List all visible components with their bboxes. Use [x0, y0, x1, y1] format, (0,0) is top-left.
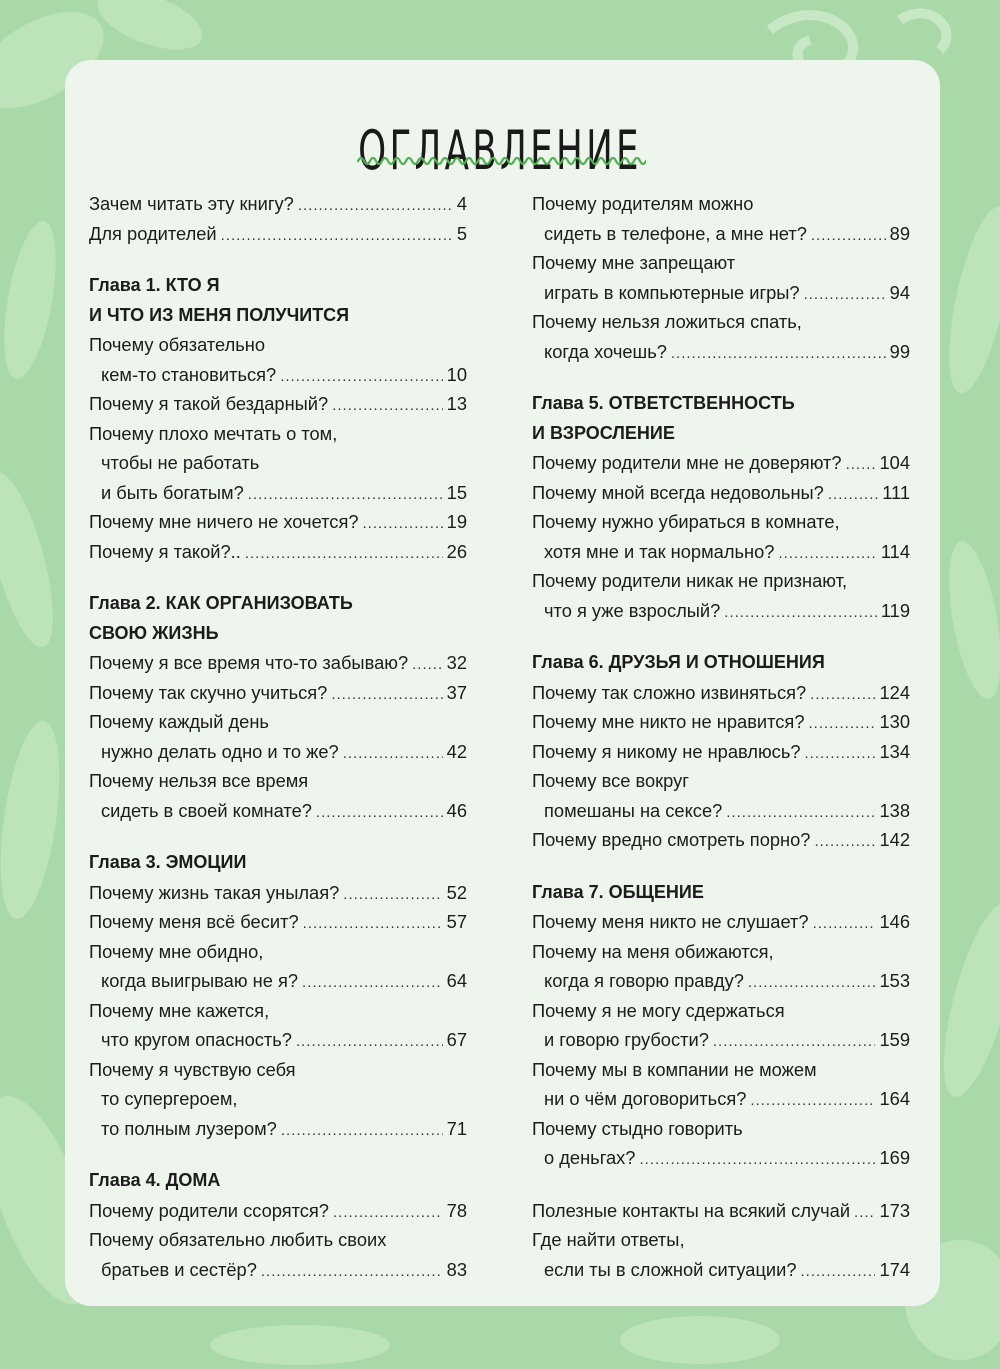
page-number: 169: [879, 1147, 910, 1168]
page-number: 52: [446, 881, 467, 903]
page-number: 83: [446, 1258, 467, 1280]
chapter-title: Глава 7. ОБЩЕНИЕ: [532, 881, 704, 902]
toc-entry-line: [89, 1114, 467, 1144]
toc-entry-line: [532, 1196, 910, 1226]
page-number: 146: [879, 911, 910, 932]
entry-title: Почему я никому не нравлюсь?: [532, 740, 801, 762]
entry-title: Почему каждый день: [89, 711, 269, 732]
chapter-heading: [532, 878, 910, 908]
dot-leader: [726, 798, 875, 828]
chapter-title: Глава 1. КТО Я: [89, 275, 220, 295]
toc-entry-line: [89, 737, 467, 767]
chapter-title: СВОЮ ЖИЗНЬ: [89, 622, 219, 643]
toc-entry-line: [532, 737, 910, 767]
page-number: 114: [880, 540, 910, 562]
dot-leader: [302, 968, 443, 998]
page-number: 10: [446, 363, 467, 385]
entry-title: Для родителей: [89, 222, 217, 244]
toc-column-right: [532, 189, 910, 1284]
page-number: 78: [446, 1199, 467, 1221]
toc-entry-line: [532, 707, 910, 737]
entry-title: Почему мы в компании не можем: [532, 1058, 817, 1080]
entry-title: Почему я все время что-то забываю?: [89, 652, 409, 673]
chapter-heading: [89, 848, 467, 878]
toc-entry-line: [89, 678, 467, 708]
entry-title: и говорю грубости?: [544, 1029, 709, 1050]
toc-entry-line: [89, 648, 467, 678]
dot-leader: [804, 280, 886, 310]
entry-title: Почему жизнь такая унылая?: [89, 881, 340, 903]
page-number: 130: [879, 711, 910, 732]
wave-divider: [356, 153, 646, 169]
chapter-title: Глава 6. ДРУЗЬЯ И ОТНОШЕНИЯ: [532, 652, 825, 672]
entry-title: Почему на меня обижаются,: [532, 940, 774, 962]
entry-title: Почему плохо мечтать о том,: [89, 422, 338, 444]
dot-leader: [316, 798, 443, 828]
page-number: 164: [879, 1088, 910, 1109]
toc-entry-line: [89, 537, 467, 567]
dot-leader: [639, 1145, 875, 1175]
dot-leader: [748, 968, 876, 998]
toc-entry-line: [532, 996, 910, 1026]
page-number: 142: [879, 829, 910, 850]
dot-leader: [750, 1086, 875, 1116]
dot-leader: [805, 739, 876, 769]
dot-leader: [671, 339, 886, 369]
toc-entry-line: [532, 189, 910, 219]
chapter-heading: [532, 419, 910, 449]
dot-leader: [801, 1257, 876, 1287]
toc-entry-line: [532, 566, 910, 596]
chapter-title: Глава 4. ДОМА: [89, 1170, 221, 1190]
entry-title: помешаны на сексе?: [544, 799, 723, 821]
chapter-heading: [532, 389, 910, 419]
dot-leader: [281, 1116, 443, 1146]
toc-entry-line: [532, 307, 910, 337]
page-number: 124: [879, 681, 910, 703]
entry-title: Почему я такой?..: [89, 540, 241, 562]
page-number: 4: [456, 193, 467, 214]
toc-entry-line: [532, 448, 910, 478]
chapter-heading: [89, 301, 467, 331]
page-number: 99: [889, 340, 910, 362]
toc-entry-line: [532, 966, 910, 996]
entry-title: Почему меня никто не слушает?: [532, 911, 809, 932]
page-number: 153: [879, 970, 910, 991]
toc-entry-line: [89, 766, 467, 796]
entry-title: когда хочешь?: [544, 340, 667, 362]
entry-title: Почему мне обидно,: [89, 940, 264, 962]
dot-leader: [713, 1027, 876, 1057]
toc-entry-line: [89, 419, 467, 449]
chapter-heading: [532, 648, 910, 678]
toc-entry-line: [532, 537, 910, 567]
dot-leader: [846, 450, 876, 480]
entry-title: Почему все вокруг: [532, 770, 689, 791]
page-number: 104: [879, 452, 910, 473]
dot-leader: [828, 480, 878, 510]
toc-entry-line: [89, 878, 467, 908]
dot-leader: [724, 598, 877, 628]
entry-title: Почему обязательно: [89, 334, 266, 355]
chapter-heading: [89, 589, 467, 619]
page-title: ОГЛАВЛЕНИЕ: [358, 119, 642, 183]
toc-entry-line: [89, 389, 467, 419]
dot-leader: [363, 509, 443, 539]
page-number: 42: [446, 740, 467, 762]
page-number: 64: [446, 970, 467, 991]
toc-entry-line: [532, 219, 910, 249]
dot-leader: [412, 650, 443, 680]
toc-entry-line: [89, 966, 467, 996]
chapter-heading: [89, 271, 467, 301]
toc-entry-line: [89, 907, 467, 937]
entry-title: Почему мне никто не нравится?: [532, 711, 805, 732]
page-number: 159: [879, 1029, 910, 1050]
entry-title: Почему нужно убираться в комнате,: [532, 511, 840, 532]
entry-title: что кругом опасность?: [101, 1029, 292, 1050]
dot-leader: [248, 480, 443, 510]
toc-entry-line: [532, 248, 910, 278]
dot-leader: [296, 1027, 443, 1057]
dot-leader: [280, 362, 442, 392]
entry-title: нужно делать одно и то же?: [101, 740, 339, 762]
toc-entry-line: [532, 337, 910, 367]
dot-leader: [221, 221, 453, 251]
toc-entry-line: [89, 360, 467, 390]
toc-entry-line: [89, 507, 467, 537]
toc-entry-line: [532, 507, 910, 537]
page-number: 19: [446, 511, 467, 532]
entry-title: Почему мне кажется,: [89, 999, 270, 1021]
toc-entry-line: [532, 678, 910, 708]
entry-title: когда выигрываю не я?: [101, 970, 299, 991]
toc-entry-line: [532, 1084, 910, 1114]
entry-title: Зачем читать эту книгу?: [89, 193, 294, 214]
dot-leader: [298, 191, 453, 221]
dot-leader: [331, 680, 442, 710]
toc-entry-line: [532, 1114, 910, 1144]
toc-column-left: [89, 189, 467, 1284]
entry-title: Почему нельзя все время: [89, 770, 309, 791]
toc-entry-line: [532, 1143, 910, 1173]
page-number: 13: [446, 393, 467, 414]
entry-title: Почему мной всегда недовольны?: [532, 481, 824, 503]
toc-entry-line: [532, 937, 910, 967]
dot-leader: [245, 539, 443, 569]
dot-leader: [261, 1257, 443, 1287]
toc-entry-line: [532, 1025, 910, 1055]
toc-entry-line: [532, 907, 910, 937]
entry-title: то полным лузером?: [101, 1117, 277, 1139]
toc-entry-line: [89, 996, 467, 1026]
chapter-heading: [89, 619, 467, 649]
toc-entry-line: [89, 796, 467, 826]
page-number: 5: [456, 222, 467, 244]
page-number: 94: [889, 281, 910, 303]
page-number: 134: [879, 740, 910, 762]
toc-entry-line: [532, 1255, 910, 1285]
page-number: 111: [882, 481, 910, 503]
page-number: 67: [446, 1029, 467, 1050]
dot-leader: [778, 539, 876, 569]
toc-entry-line: [89, 937, 467, 967]
toc-entry-line: [532, 766, 910, 796]
entry-title: сидеть в телефоне, а мне нет?: [544, 222, 807, 244]
page-number: 173: [879, 1199, 910, 1221]
page-number: 71: [446, 1117, 467, 1139]
toc-entry-line: [89, 219, 467, 249]
page-number: 138: [879, 799, 910, 821]
page-number: 57: [446, 911, 467, 932]
entry-title: чтобы не работать: [101, 452, 260, 473]
toc-entry-line: [89, 330, 467, 360]
toc-entry-line: [89, 1084, 467, 1114]
entry-title: Почему родители мне не доверяют?: [532, 452, 842, 473]
entry-title: Почему вредно смотреть порно?: [532, 829, 811, 850]
entry-title: ни о чём договориться?: [544, 1088, 747, 1109]
toc-entry-line: [89, 1255, 467, 1285]
page-number: 119: [880, 599, 910, 621]
chapter-title: Глава 3. ЭМОЦИИ: [89, 852, 247, 872]
dot-leader: [809, 709, 876, 739]
dot-leader: [333, 1198, 443, 1228]
page-number: 32: [446, 652, 467, 673]
chapter-title: Глава 5. ОТВЕТСТВЕННОСТЬ: [532, 393, 795, 413]
entry-title: Полезные контакты на всякий случай: [532, 1199, 851, 1221]
entry-title: если ты в сложной ситуации?: [544, 1258, 797, 1280]
toc-entry-line: [532, 478, 910, 508]
page-number: 174: [879, 1258, 910, 1280]
toc-entry-line: [89, 448, 467, 478]
page-number: 15: [446, 481, 467, 503]
toc-entry-line: [89, 1196, 467, 1226]
toc-entry-line: [89, 189, 467, 219]
entry-title: Почему я чувствую себя: [89, 1058, 296, 1080]
entry-title: хотя мне и так нормально?: [544, 540, 775, 562]
page-number: 26: [446, 540, 467, 562]
dot-leader: [332, 391, 442, 421]
toc-entry-line: [532, 596, 910, 626]
entry-title: Почему я не могу сдержаться: [532, 999, 785, 1021]
entry-title: кем-то становиться?: [101, 363, 277, 385]
page-number: 46: [446, 799, 467, 821]
entry-title: братьев и сестёр?: [101, 1258, 257, 1280]
entry-title: и быть богатым?: [101, 481, 244, 503]
entry-title: играть в компьютерные игры?: [544, 281, 800, 303]
entry-title: о деньгах?: [544, 1147, 636, 1168]
toc-entry-line: [532, 825, 910, 855]
dot-leader: [303, 909, 443, 939]
entry-title: когда я говорю правду?: [544, 970, 744, 991]
entry-title: Почему родители ссорятся?: [89, 1199, 329, 1221]
entry-title: Почему стыдно говорить: [532, 1117, 743, 1139]
entry-title: что я уже взрослый?: [544, 599, 721, 621]
page-number: 89: [889, 222, 910, 244]
entry-title: Почему нельзя ложиться спать,: [532, 311, 802, 332]
entry-title: Почему мне ничего не хочется?: [89, 511, 359, 532]
entry-title: Почему я такой бездарный?: [89, 393, 329, 414]
toc-entry-line: [89, 1025, 467, 1055]
toc-entry-line: [532, 278, 910, 308]
chapter-title: И ВЗРОСЛЕНИЕ: [532, 422, 675, 443]
entry-title: то супергероем,: [101, 1088, 238, 1109]
chapter-heading: [89, 1166, 467, 1196]
chapter-title: Глава 2. КАК ОРГАНИЗОВАТЬ: [89, 593, 353, 613]
dot-leader: [813, 909, 876, 939]
chapter-title: И ЧТО ИЗ МЕНЯ ПОЛУЧИТСЯ: [89, 304, 350, 325]
page-number: 37: [446, 681, 467, 703]
entry-title: Почему так сложно извиняться?: [532, 681, 807, 703]
entry-title: Почему мне запрещают: [532, 252, 736, 273]
dot-leader: [854, 1198, 875, 1228]
toc-entry-line: [89, 707, 467, 737]
entry-title: Почему родители никак не признают,: [532, 570, 848, 591]
dot-leader: [811, 221, 886, 251]
toc-entry-line: [532, 1225, 910, 1255]
entry-title: Почему обязательно любить своих: [89, 1229, 387, 1250]
dot-leader: [343, 880, 442, 910]
entry-title: Почему меня всё бесит?: [89, 911, 299, 932]
dot-leader: [810, 680, 875, 710]
entry-title: Почему родителям можно: [532, 193, 754, 214]
dot-leader: [814, 827, 875, 857]
entry-title: Почему так скучно учиться?: [89, 681, 328, 703]
toc-entry-line: [532, 796, 910, 826]
dot-leader: [343, 739, 443, 769]
toc-entry-line: [532, 1055, 910, 1085]
toc-entry-line: [89, 478, 467, 508]
toc-entry-line: [89, 1225, 467, 1255]
toc-entry-line: [89, 1055, 467, 1085]
entry-title: сидеть в своей комнате?: [101, 799, 312, 821]
entry-title: Где найти ответы,: [532, 1229, 685, 1250]
